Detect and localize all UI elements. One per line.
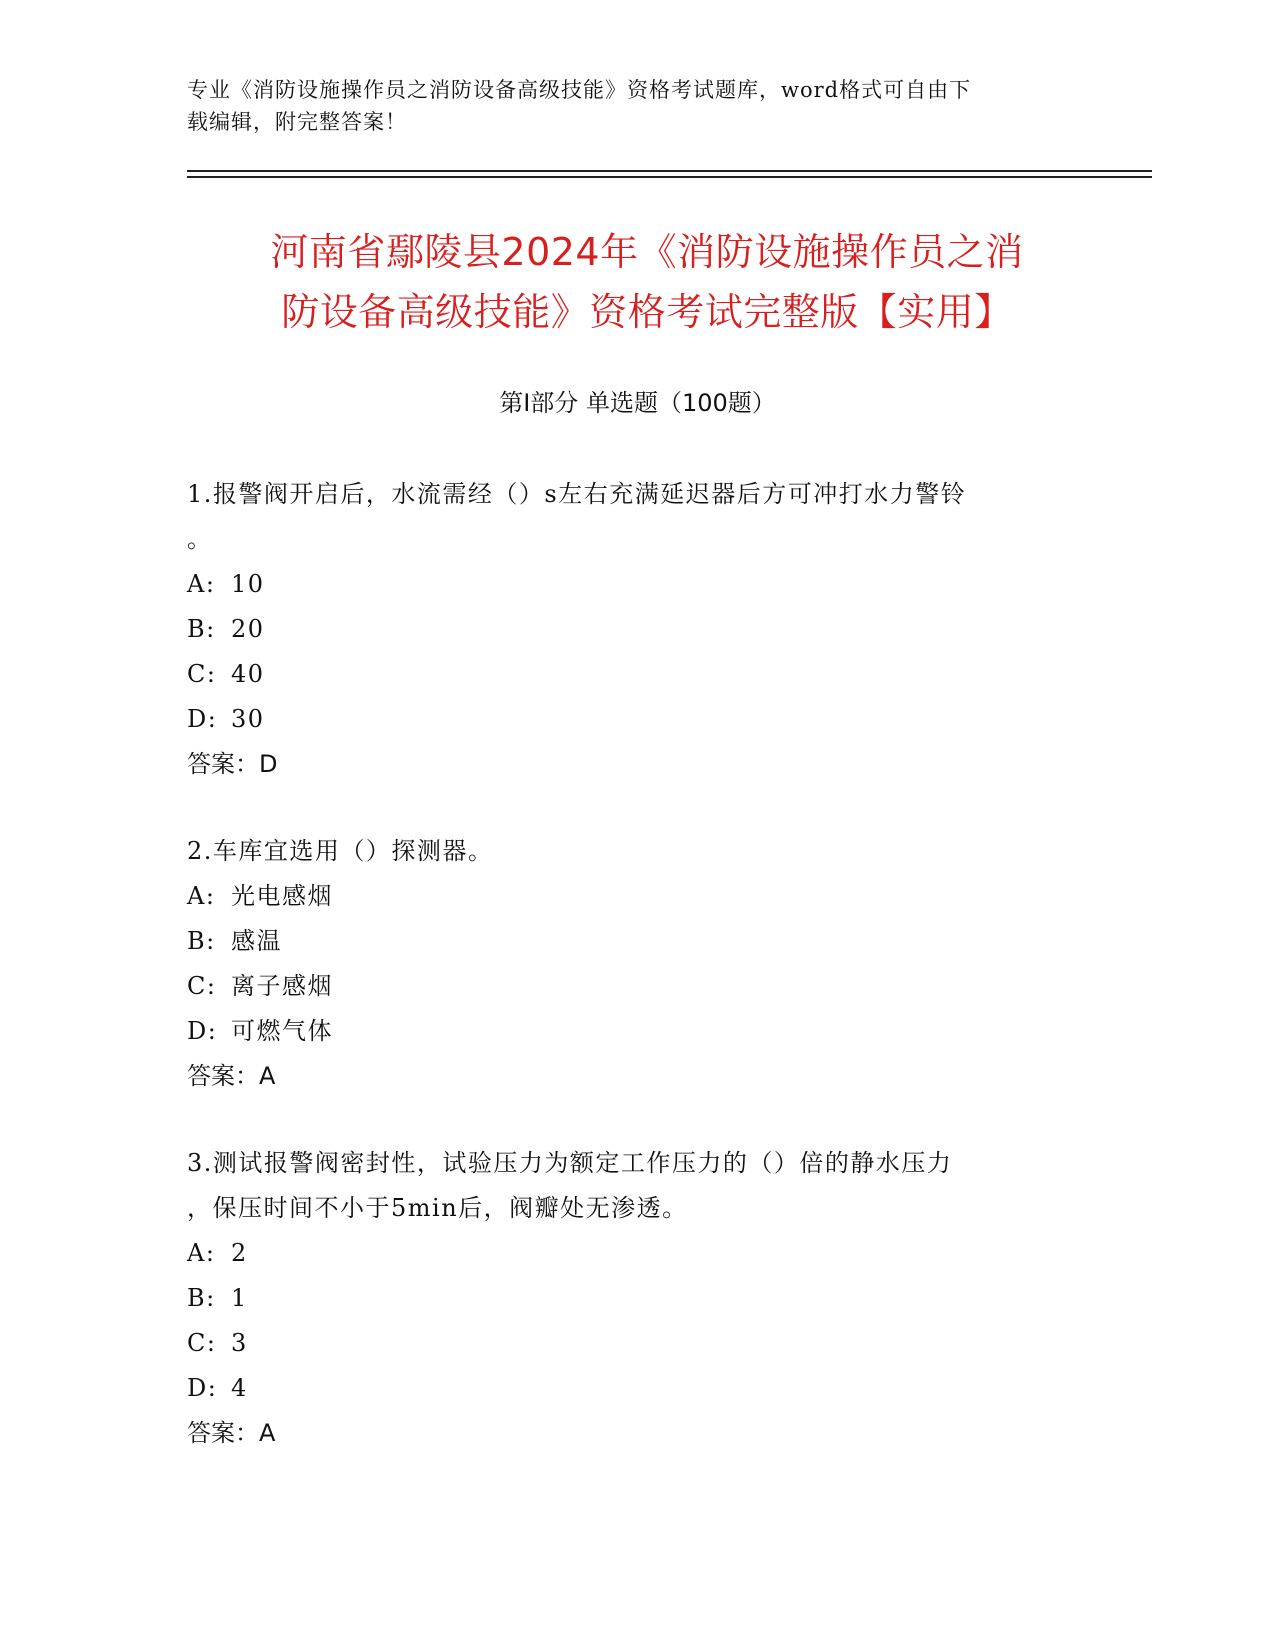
answer-line: 答案：D: [187, 750, 278, 778]
question-stem-line-1: 1.报警阀开启后，水流需经（）s左右充满延迟器后方可冲打水力警铃: [187, 480, 967, 508]
question-stem-line-2: ，保压时间不小于5min后，阀瓣处无渗透。: [187, 1194, 688, 1222]
option-b: [187, 919, 1087, 964]
option-letter: A:: [187, 570, 216, 598]
option-text: 4: [231, 1374, 248, 1402]
section-title: 第Ⅰ部分 单选题（100题）: [499, 389, 776, 417]
option-letter: B:: [187, 1284, 216, 1312]
header-note-line-2: 载编辑，附完整答案！: [187, 110, 407, 134]
header-note-line-1: 专业《消防设施操作员之消防设备高级技能》资格考试题库，word格式可自由下: [187, 78, 972, 102]
option-b: [187, 1276, 1087, 1321]
option-text: 30: [231, 705, 265, 733]
option-letter: D:: [187, 1374, 218, 1402]
question-1: [187, 472, 1087, 787]
option-text: 10: [231, 570, 265, 598]
option-text: 1: [231, 1284, 248, 1312]
option-letter: D:: [187, 705, 218, 733]
option-text: 感温: [231, 927, 282, 955]
option-text: 2: [231, 1239, 248, 1267]
question-list: [187, 472, 1087, 1498]
option-a: [187, 1231, 1087, 1276]
option-text: 光电感烟: [231, 882, 333, 910]
header-note: [187, 74, 1087, 138]
option-d: [187, 697, 1087, 742]
option-d: [187, 1009, 1087, 1054]
option-a: [187, 874, 1087, 919]
document-title: [187, 222, 1107, 342]
option-c: [187, 1321, 1087, 1366]
document-title-line-1: 河南省鄢陵县2024年《消防设施操作员之消: [270, 230, 1024, 274]
option-c: [187, 652, 1087, 697]
header-rule-thick: [187, 176, 1152, 178]
question-3: [187, 1141, 1087, 1456]
document-title-line-2: 防设备高级技能》资格考试完整版【实用】: [281, 290, 1013, 334]
option-letter: C:: [187, 1329, 217, 1357]
option-a: [187, 562, 1087, 607]
option-text: 20: [231, 615, 265, 643]
option-d: [187, 1366, 1087, 1411]
option-letter: B:: [187, 615, 216, 643]
question-stem-line-2: 。: [187, 525, 213, 553]
question-2: [187, 829, 1087, 1099]
option-letter: C:: [187, 972, 217, 1000]
header-rule-thin: [187, 170, 1152, 172]
option-text: 40: [231, 660, 265, 688]
option-letter: A:: [187, 1239, 216, 1267]
question-stem-line-1: 3.测试报警阀密封性，试验压力为额定工作压力的（）倍的静水压力: [187, 1149, 953, 1177]
answer-line: 答案：A: [187, 1419, 276, 1447]
answer-line: 答案：A: [187, 1062, 276, 1090]
option-letter: C:: [187, 660, 217, 688]
option-letter: A:: [187, 882, 216, 910]
option-c: [187, 964, 1087, 1009]
option-text: 可燃气体: [231, 1017, 333, 1045]
option-b: [187, 607, 1087, 652]
question-stem-line-1: 2.车库宜选用（）探测器。: [187, 837, 494, 865]
option-letter: D:: [187, 1017, 218, 1045]
option-text: 离子感烟: [231, 972, 333, 1000]
option-text: 3: [231, 1329, 248, 1357]
option-letter: B:: [187, 927, 216, 955]
